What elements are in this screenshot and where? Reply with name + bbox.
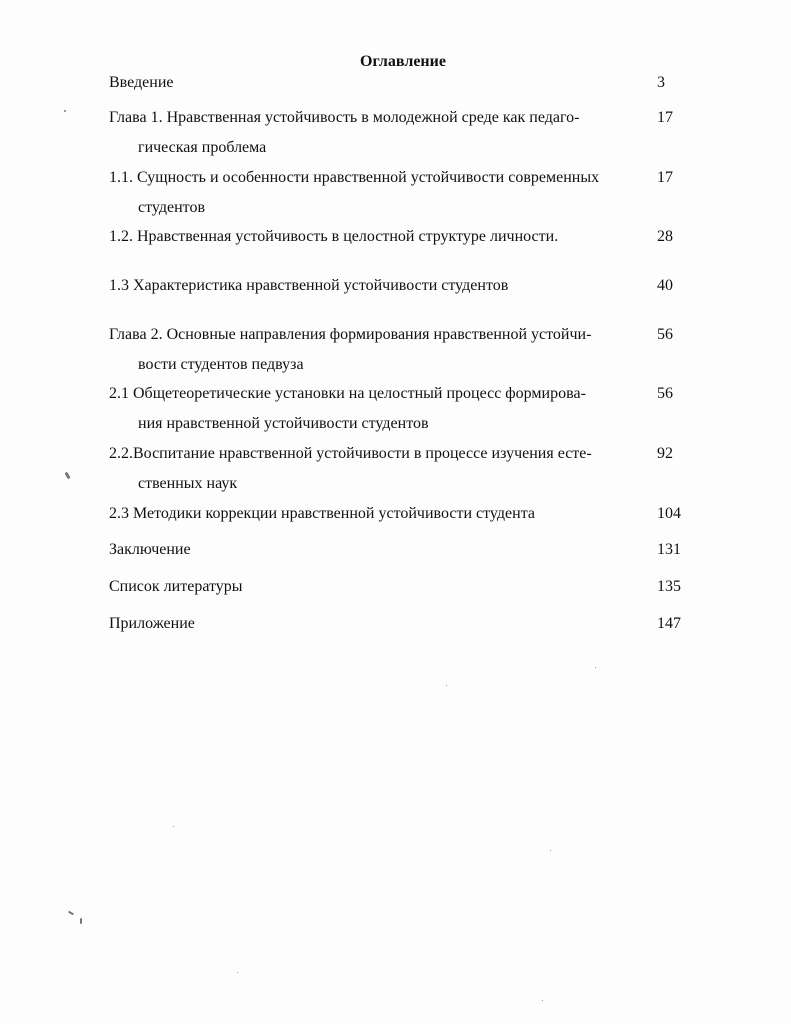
toc-entry-page: 104 (657, 505, 681, 522)
toc-entry-section-2-1 (109, 379, 689, 439)
toc-entry-page: 17 (657, 109, 673, 126)
toc-entry-section-1-2 (109, 222, 689, 252)
toc-entry-chapter-2 (109, 320, 689, 380)
scan-speck (237, 972, 238, 973)
scan-speck (173, 826, 174, 827)
toc-entry-continuation: вости студентов педвуза (138, 356, 304, 373)
toc-entry-text: Заключение (109, 541, 191, 558)
toc-entry-introduction (109, 68, 689, 98)
toc-entry-text: Глава 2. Основные направления формирования нравственной устойчи- (109, 326, 592, 343)
toc-entry-page: 56 (657, 385, 673, 402)
toc-entry-section-1-1 (109, 163, 689, 223)
toc-entry-page: 3 (657, 74, 665, 91)
toc-entry-page: 131 (657, 541, 681, 558)
toc-entry-section-2-2 (109, 439, 689, 499)
toc-entry-text: 1.1. Сущность и особенности нравственной устойчивости современных (109, 169, 600, 186)
toc-entry-text: 1.3 Характеристика нравственной устойчивости студентов (109, 277, 509, 294)
toc-entry-page: 17 (657, 169, 673, 186)
toc-entry-appendix (109, 609, 689, 639)
toc-entry-chapter-1 (109, 103, 689, 163)
toc-entry-continuation: ственных наук (138, 475, 238, 492)
toc-entry-text: 2.2.Воспитание нравственной устойчивости в процессе изучения есте- (109, 445, 592, 462)
toc-entry-page: 56 (657, 326, 673, 343)
scan-speck (68, 911, 74, 916)
toc-entry-continuation: гическая проблема (138, 139, 267, 156)
toc-entry-text: Введение (109, 74, 174, 91)
toc-entry-continuation: студентов (138, 199, 206, 216)
toc-entry-text: Приложение (109, 615, 195, 632)
toc-entry-page: 147 (657, 615, 681, 632)
toc-entry-section-1-3 (109, 271, 689, 301)
toc-entry-section-2-3 (109, 499, 689, 529)
toc-entry-page: 28 (657, 228, 673, 245)
toc-title: Оглавление (360, 53, 446, 70)
toc-entry-text: 1.2. Нравственная устойчивость в целостной структуре личности. (109, 228, 559, 245)
toc-entry-text: 2.3 Методики коррекции нравственной устойчивости студента (109, 505, 535, 522)
scan-speck (80, 918, 82, 924)
toc-entry-conclusion (109, 535, 689, 565)
toc-entry-page: 135 (657, 578, 681, 595)
scan-speck (64, 110, 66, 112)
scan-speck (550, 850, 551, 851)
scan-speck (542, 1000, 543, 1001)
toc-entry-text: 2.1 Общетеоретические установки на целостный процесс формирова- (109, 385, 586, 402)
scan-speck (64, 472, 70, 480)
toc-entry-continuation: ния нравственной устойчивости студентов (138, 415, 429, 432)
toc-entry-text: Глава 1. Нравственная устойчивость в молодежной среде как педаго- (109, 109, 580, 126)
toc-entry-page: 40 (657, 277, 673, 294)
scan-speck (595, 667, 596, 668)
toc-entry-page: 92 (657, 445, 673, 462)
scan-speck (446, 685, 447, 686)
toc-entry-text: Список литературы (109, 578, 243, 595)
toc-entry-bibliography (109, 572, 689, 602)
